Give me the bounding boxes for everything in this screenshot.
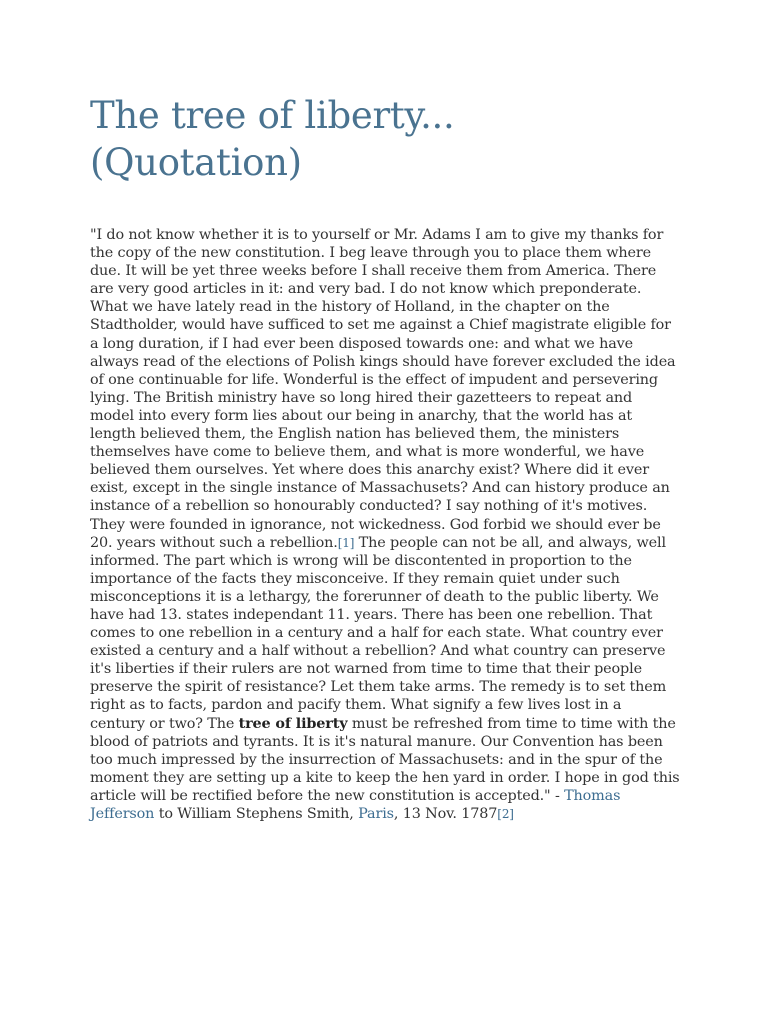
- page-title-line-2: (Quotation): [90, 141, 302, 184]
- footnote-ref-2-link[interactable]: [2]: [497, 807, 514, 821]
- place-link[interactable]: Paris: [358, 806, 394, 822]
- quote-date-text: , 13 Nov. 1787: [393, 806, 498, 822]
- document-page: [90, 92, 680, 823]
- quote-text-part-2: The people can not be all, and always, well informed. The part which is wrong will be discontented in proportion to the importance of the facts they misconceive. If they remain quiet under such misconceptions it is a lethargy, the forerunner of death to the public liberty. We have had 13. states independant 11. years. There has been one rebellion. That comes to one rebellion in a century and a half for each state. What country ever existed a century and a half without a rebellion? And what country can preserve it's liberties if their rulers are not warned from time to time that their people preserve the spirit of resistance? Let them take arms. The remedy is to set them right as to facts, pardon and pacify them. What signify a few lives lost in a century or two? The: [90, 534, 667, 732]
- page-title: [90, 92, 680, 186]
- quote-text-part-1: "I do not know whether it is to yourself or Mr. Adams I am to give my thanks for the copy of the new constitution. I beg leave through you to place them where due. It will be yet three weeks before I shall receive them from America. There are very good articles in it: and very bad. I do not know which preponderate. What we have lately read in the history of Holland, in the chapter on the Stadtholder, would have sufficed to set me against a Chief magistrate eligible for a long duration, if I had ever been disposed towards one: and what we have always read of the elections of Polish kings should have forever excluded the idea of one continuable for life. Wonderful is the effect of impudent and persevering lying. The British ministry have so long hired their gazetteers to repeat and model into every form lies about our being in anarchy, that the world has at length believed them, the English nation has believed them, the ministers themselves have come to believe them, and what is more wonderful, we have believed them ourselves. Yet where does this anarchy exist? Where did it ever exist, except in the single instance of Massachusets? And can history produce an instance of a rebellion so honourably conducted? I say nothing of it's motives. They were founded in ignorance, not wickedness. God forbid we should ever be 20. years without such a rebellion.: [90, 227, 676, 551]
- quote-text-part-4: to William Stephens Smith,: [154, 806, 359, 822]
- quotation-paragraph: [90, 226, 680, 823]
- footnote-ref-1-link[interactable]: [1]: [337, 535, 355, 550]
- author-link[interactable]: Thomas Jefferson: [90, 787, 621, 822]
- page-title-line-1: The tree of liberty...: [90, 94, 455, 137]
- quote-bold-phrase: tree of liberty: [238, 714, 348, 732]
- quote-text-part-3: must be refreshed from time to time with the blood of patriots and tyrants. It is it's natural manure. Our Convention has been too much impressed by the insurrection of Massachusets: and in the spur of the moment they are setting up a kite to keep the hen yard in order. I hope in god this article will be rectified before the new constitution is accepted." -: [90, 715, 680, 804]
